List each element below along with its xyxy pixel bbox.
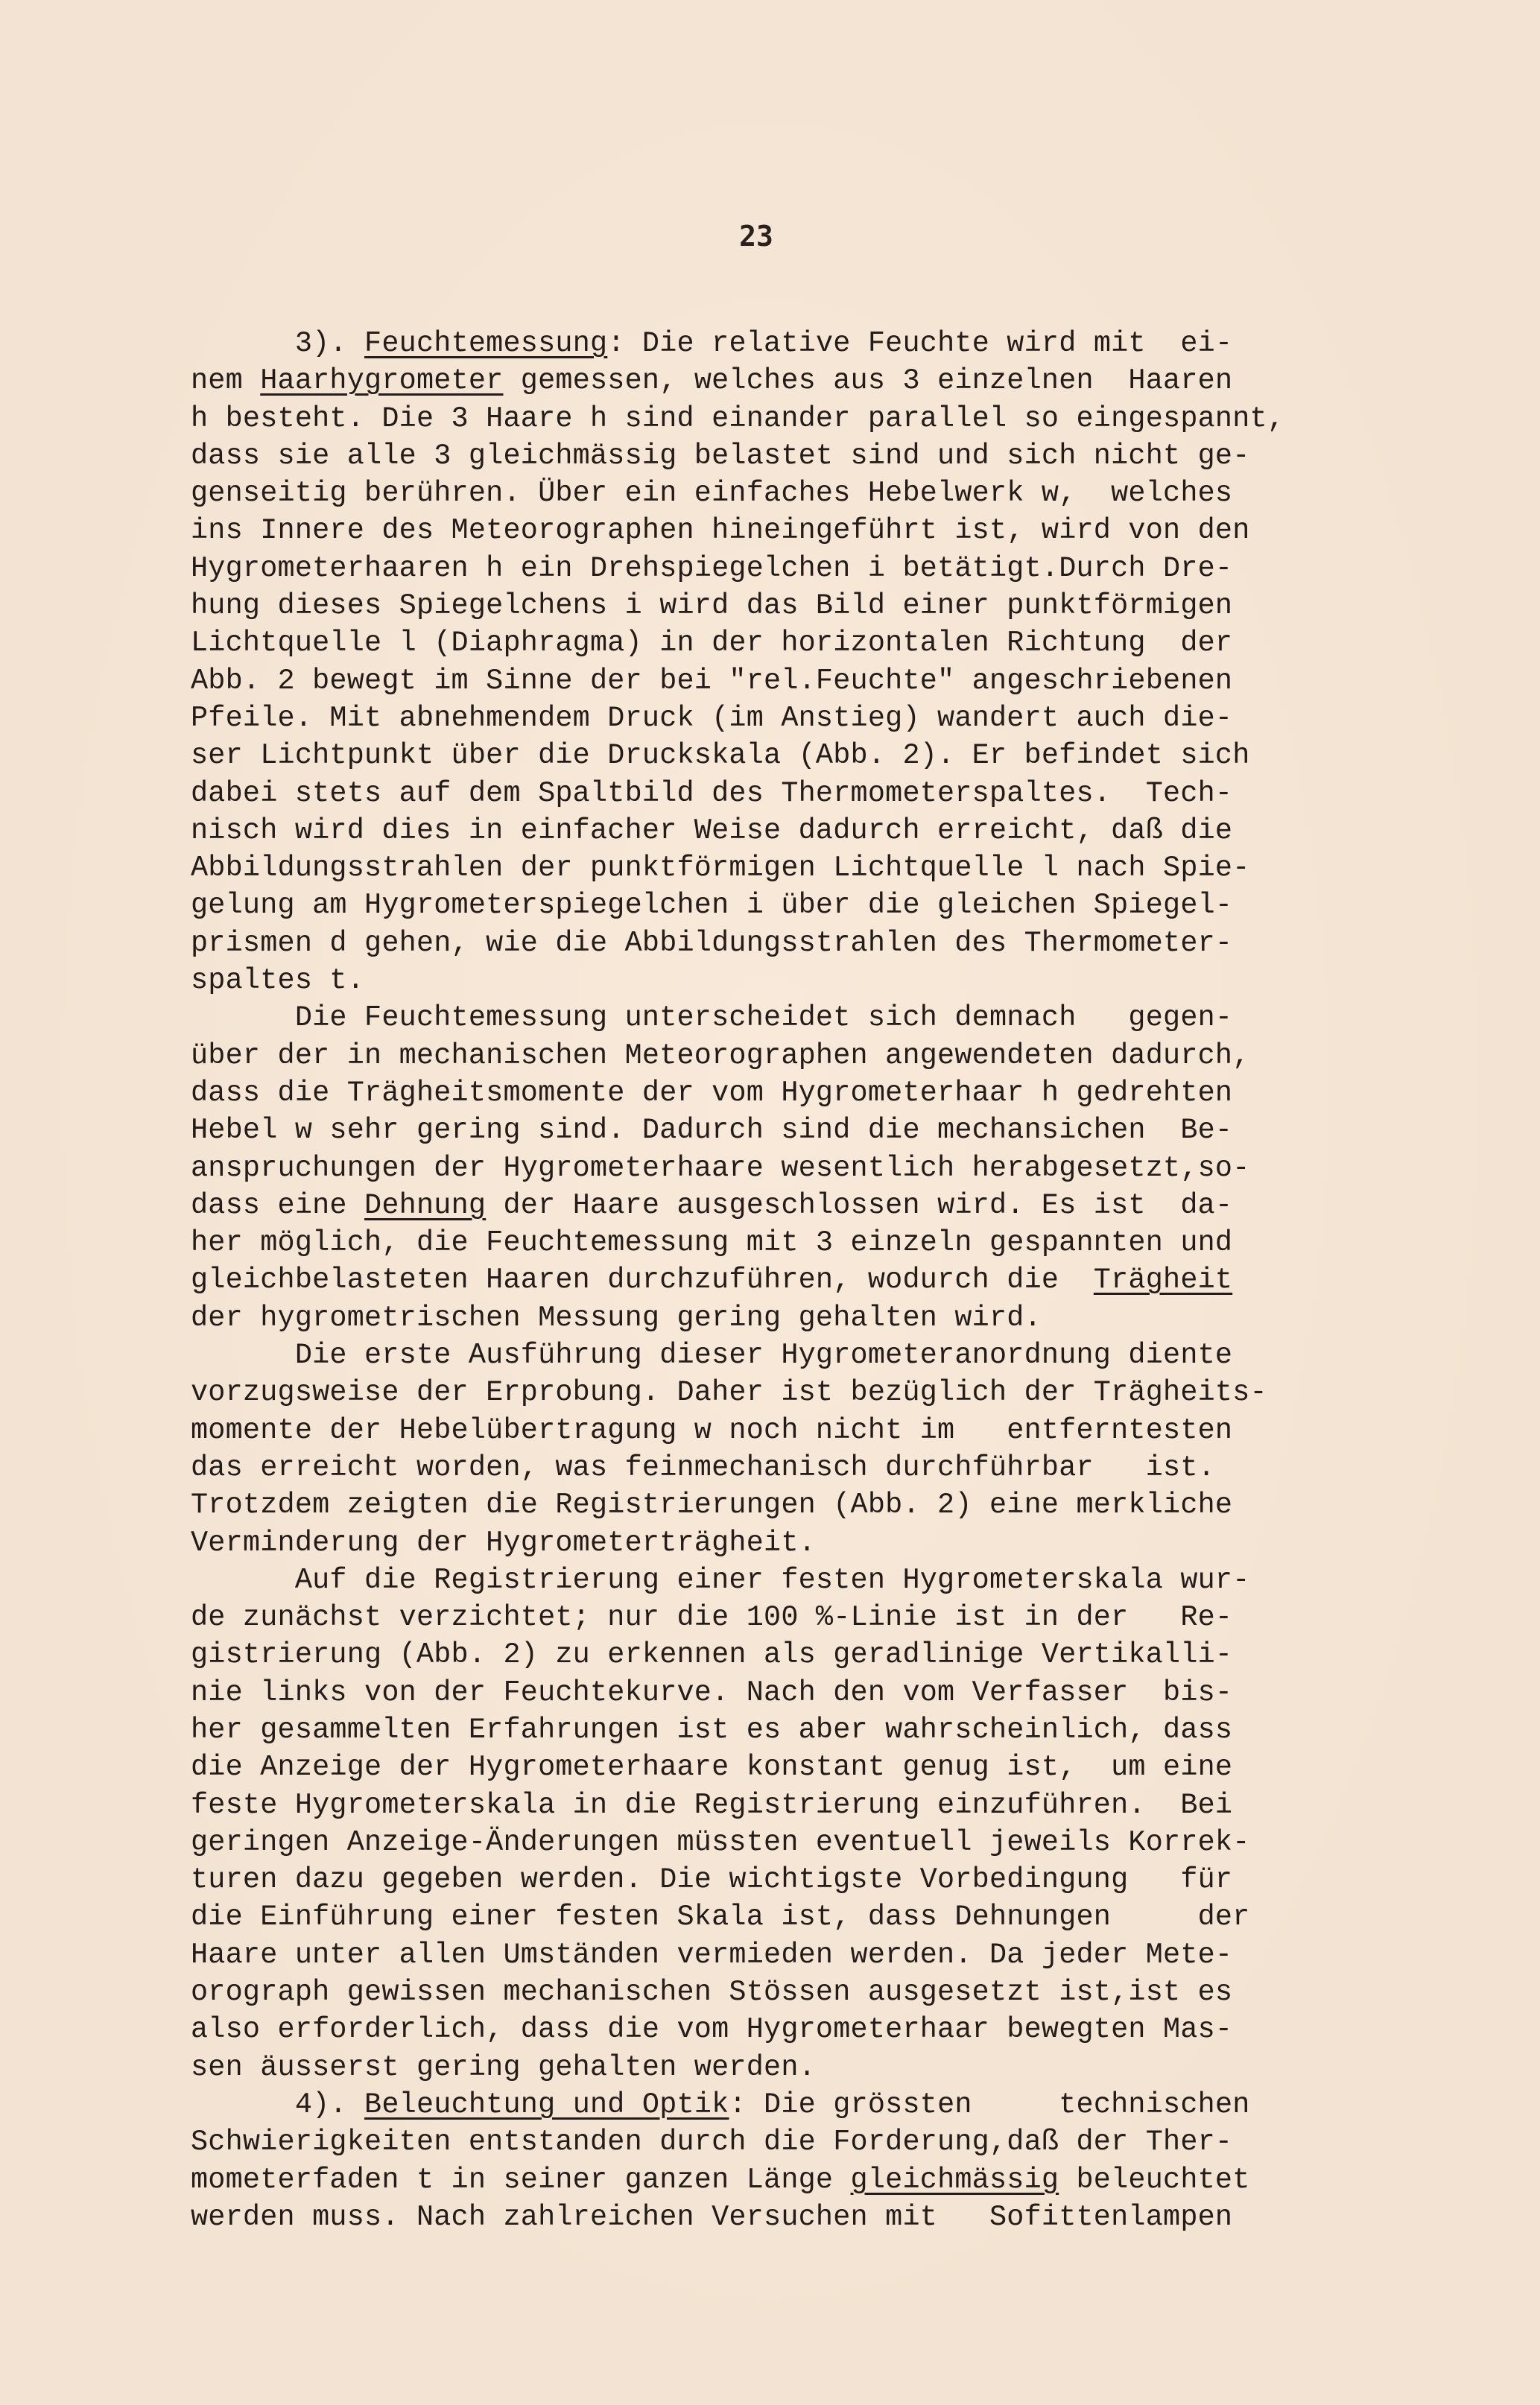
text-segment: Verminderung der Hygrometerträgheit. xyxy=(191,1526,816,1559)
text-segment: Trotzdem zeigten die Registrierungen (Abb. 2) eine merkliche xyxy=(191,1489,1233,1522)
text-line xyxy=(191,2199,1293,2236)
text-segment: Hygrometerhaaren h ein Drehspiegelchen i betätigt.Durch Dre- xyxy=(191,551,1233,585)
text-segment: : Die grössten technischen xyxy=(729,2088,1250,2121)
text-line xyxy=(191,475,1293,512)
text-segment: sen äusserst gering gehalten werden. xyxy=(191,2050,816,2084)
text-line xyxy=(191,700,1293,737)
text-line xyxy=(191,1486,1293,1524)
text-segment: Pfeile. Mit abnehmendem Druck (im Anstieg) wandert auch die- xyxy=(191,701,1233,735)
text-line xyxy=(191,2086,1293,2123)
text-segment: genseitig berühren. Über ein einfaches Hebelwerk w, welches xyxy=(191,477,1233,510)
text-segment: nie links von der Feuchtekurve. Nach den vom Verfasser bis- xyxy=(191,1676,1233,1709)
text-segment: ser Lichtpunkt über die Druckskala (Abb. 2). Er befindet sich xyxy=(191,739,1250,773)
text-segment: werden muss. Nach zahlreichen Versuchen mit Sofittenlampen xyxy=(191,2200,1233,2234)
page-number: 23 xyxy=(739,220,773,253)
text-line xyxy=(191,1636,1293,1673)
text-segment: her möglich, die Feuchtemessung mit 3 einzeln gespannten und xyxy=(191,1226,1233,1260)
text-line xyxy=(191,1299,1293,1337)
text-segment: 4). xyxy=(191,2088,365,2121)
underlined-term: Feuchtemessung xyxy=(364,327,608,360)
text-segment: her gesammelten Erfahrungen ist es aber wahrscheinlich, dass xyxy=(191,1713,1233,1746)
text-line xyxy=(191,1562,1293,1599)
text-segment: feste Hygrometerskala in die Registrierung einzuführen. Bei xyxy=(191,1788,1233,1822)
underlined-term: Haarhygrometer xyxy=(260,364,504,398)
text-segment: ins Innere des Meteorographen hineingeführt ist, wird von den xyxy=(191,514,1250,548)
text-line xyxy=(191,1337,1293,1374)
text-line xyxy=(191,1898,1293,1936)
text-segment: Auf die Registrierung einer festen Hygrometerskala wur- xyxy=(191,1563,1250,1597)
text-line xyxy=(191,1112,1293,1149)
text-segment: beleuchtet xyxy=(1059,2163,1250,2196)
text-segment: Abbildungsstrahlen der punktförmigen Lichtquelle l nach Spie- xyxy=(191,852,1250,885)
text-segment: Abb. 2 bewegt im Sinne der bei "rel.Feuchte" angeschriebenen xyxy=(191,664,1233,697)
text-segment: hung dieses Spiegelchens i wird das Bild einer punktförmigen xyxy=(191,589,1233,623)
text-line xyxy=(191,2161,1293,2199)
text-segment: vorzugsweise der Erprobung. Daher ist bezüglich der Trägheits- xyxy=(191,1376,1267,1410)
text-segment: Schwierigkeiten entstanden durch die Forderung,daß der Ther- xyxy=(191,2126,1233,2159)
text-line xyxy=(191,362,1293,399)
text-segment: de zunächst verzichtet; nur die 100 %-Linie ist in der Re- xyxy=(191,1601,1233,1635)
text-line xyxy=(191,325,1293,362)
text-line xyxy=(191,1599,1293,1636)
text-line xyxy=(191,1412,1293,1449)
text-segment: Haare unter allen Umständen vermieden werden. Da jeder Mete- xyxy=(191,1938,1233,1971)
text-segment: der hygrometrischen Messung gering gehalten wird. xyxy=(191,1301,1042,1334)
text-segment: : Die relative Feuchte wird mit ei- xyxy=(607,327,1233,360)
text-line xyxy=(191,587,1293,624)
text-segment: Hebel w sehr gering sind. Dadurch sind die mechansichen Be- xyxy=(191,1114,1233,1147)
text-line xyxy=(191,437,1293,475)
text-segment: dass sie alle 3 gleichmässig belastet sind und sich nicht ge- xyxy=(191,439,1250,472)
text-line xyxy=(191,1524,1293,1562)
text-segment: das erreicht worden, was feinmechanisch durchführbar ist. xyxy=(191,1451,1215,1484)
text-line xyxy=(191,1150,1293,1187)
text-segment: anspruchungen der Hygrometerhaare wesentlich herabgesetzt,so- xyxy=(191,1151,1250,1185)
text-line xyxy=(191,812,1293,849)
underlined-term: Beleuchtung und Optik xyxy=(364,2088,729,2121)
text-segment: Die erste Ausführung dieser Hygrometeranordnung diente xyxy=(191,1339,1233,1372)
text-segment: also erforderlich, dass die vom Hygrometerhaar bewegten Mas- xyxy=(191,2013,1233,2047)
text-line xyxy=(191,1711,1293,1749)
text-line xyxy=(191,2049,1293,2086)
text-line xyxy=(191,1674,1293,1711)
text-segment: gelung am Hygrometerspiegelchen i über die gleichen Spiegel- xyxy=(191,889,1233,922)
text-line xyxy=(191,1449,1293,1486)
text-line xyxy=(191,2123,1293,2161)
text-line xyxy=(191,1749,1293,1786)
text-line xyxy=(191,2011,1293,2048)
text-line xyxy=(191,1261,1293,1299)
text-segment: geringen Anzeige-Änderungen müssten eventuell jeweils Korrek- xyxy=(191,1825,1250,1859)
text-line xyxy=(191,1974,1293,2011)
text-segment: mometerfaden t in seiner ganzen Länge xyxy=(191,2163,851,2196)
text-line xyxy=(191,999,1293,1036)
underlined-term: Trägheit xyxy=(1093,1264,1233,1297)
text-line xyxy=(191,400,1293,437)
text-line xyxy=(191,1074,1293,1112)
text-line xyxy=(191,962,1293,999)
text-segment: der Haare ausgeschlossen wird. Es ist da- xyxy=(486,1188,1233,1222)
text-line xyxy=(191,737,1293,774)
text-segment: orograph gewissen mechanischen Stössen ausgesetzt ist,ist es xyxy=(191,1976,1233,2009)
text-line xyxy=(191,550,1293,587)
text-segment: über der in mechanischen Meteorographen angewendeten dadurch, xyxy=(191,1039,1250,1072)
text-line xyxy=(191,1861,1293,1898)
text-line xyxy=(191,1374,1293,1411)
text-line xyxy=(191,1787,1293,1824)
text-segment: prismen d gehen, wie die Abbildungsstrahlen des Thermometer- xyxy=(191,926,1233,960)
text-segment: h besteht. Die 3 Haare h sind einander parallel so eingespannt, xyxy=(191,402,1285,435)
underlined-term: gleichmässig xyxy=(850,2163,1059,2196)
text-segment: dass die Trägheitsmomente der vom Hygrometerhaar h gedrehten xyxy=(191,1076,1233,1109)
text-segment: nem xyxy=(191,364,261,398)
text-line xyxy=(191,1824,1293,1861)
text-line xyxy=(191,925,1293,962)
text-segment: 3). xyxy=(191,327,365,360)
text-line xyxy=(191,775,1293,812)
text-line xyxy=(191,1037,1293,1074)
text-segment: gistrierung (Abb. 2) zu erkennen als geradlinige Vertikalli- xyxy=(191,1638,1233,1672)
text-line xyxy=(191,662,1293,700)
body-text xyxy=(191,325,1293,2236)
text-segment: dabei stets auf dem Spaltbild des Thermometerspaltes. Tech- xyxy=(191,776,1233,810)
text-segment: die Einführung einer festen Skala ist, dass Dehnungen der xyxy=(191,1901,1250,1934)
text-line xyxy=(191,1936,1293,1974)
underlined-term: Dehnung xyxy=(364,1188,487,1222)
text-line xyxy=(191,1224,1293,1261)
text-segment: nisch wird dies in einfacher Weise dadurch erreicht, daß die xyxy=(191,814,1233,847)
text-segment: gemessen, welches aus 3 einzelnen Haaren xyxy=(503,364,1233,398)
text-line xyxy=(191,1187,1293,1224)
text-segment: spaltes t. xyxy=(191,964,365,998)
text-segment: gleichbelasteten Haaren durchzuführen, wodurch die xyxy=(191,1264,1094,1297)
text-line xyxy=(191,887,1293,924)
text-line xyxy=(191,512,1293,549)
text-segment: Die Feuchtemessung unterscheidet sich demnach gegen- xyxy=(191,1001,1233,1035)
text-segment: momente der Hebelübertragung w noch nicht im entferntesten xyxy=(191,1413,1233,1447)
text-segment: Lichtquelle l (Diaphragma) in der horizontalen Richtung der xyxy=(191,627,1233,660)
text-line xyxy=(191,624,1293,662)
text-segment: dass eine xyxy=(191,1188,365,1222)
text-segment: die Anzeige der Hygrometerhaare konstant genug ist, um eine xyxy=(191,1751,1233,1784)
text-segment: turen dazu gegeben werden. Die wichtigste Vorbedingung für xyxy=(191,1863,1233,1897)
text-line xyxy=(191,849,1293,887)
